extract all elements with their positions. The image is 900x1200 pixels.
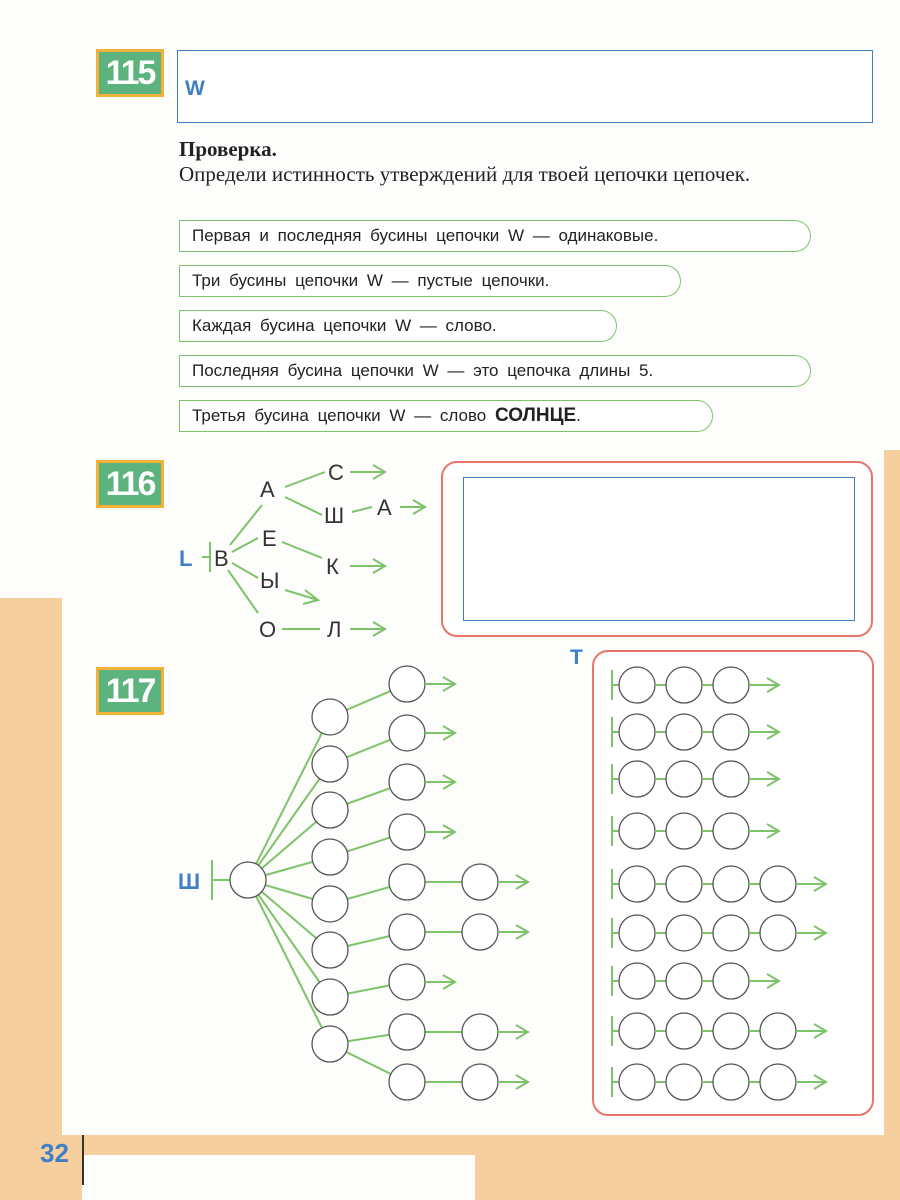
bead-circle[interactable]	[619, 714, 655, 750]
statement-4: Последняя бусина цепочки W — это цепочка длины 5.	[179, 355, 777, 387]
statement-1: Первая и последняя бусины цепочки W — одинаковые.	[179, 220, 777, 252]
bead-circle[interactable]	[666, 761, 702, 797]
arrow-icon	[749, 824, 779, 838]
letter-node: Л	[327, 617, 342, 642]
bead-circle[interactable]	[713, 714, 749, 750]
statement-2: Три бусины цепочки W — пустые цепочки.	[179, 265, 647, 297]
task-number-115: 115	[96, 49, 164, 97]
bead-circle[interactable]	[619, 761, 655, 797]
check-title: Проверка.	[179, 137, 277, 161]
arrow-icon	[796, 1024, 826, 1038]
letter-node: Е	[262, 526, 277, 551]
bead-circle[interactable]	[619, 963, 655, 999]
letter-node: С	[328, 460, 344, 485]
bead-circle[interactable]	[666, 813, 702, 849]
bead-circle[interactable]	[666, 714, 702, 750]
bead-circle[interactable]	[619, 667, 655, 703]
bead-circle[interactable]	[619, 1064, 655, 1100]
bead-circle[interactable]	[760, 915, 796, 951]
bead-circle[interactable]	[713, 761, 749, 797]
letter-node: В	[214, 546, 229, 571]
bead-circle[interactable]	[713, 866, 749, 902]
letter-node: А	[377, 495, 392, 520]
task-number-117: 117	[96, 667, 164, 715]
letter-node: К	[326, 554, 339, 579]
arrow-icon	[749, 974, 779, 988]
task-number-116: 116	[96, 460, 164, 508]
answer-label-t: T	[570, 646, 583, 669]
arrow-icon	[749, 725, 779, 739]
page-number: 32	[40, 1138, 69, 1168]
arrow-icon	[749, 678, 779, 692]
bead-circle[interactable]	[666, 915, 702, 951]
bead-circle[interactable]	[619, 915, 655, 951]
bead-circle[interactable]	[713, 915, 749, 951]
bead-circle[interactable]	[666, 1013, 702, 1049]
bead-circle[interactable]	[666, 963, 702, 999]
bead-circle[interactable]	[619, 866, 655, 902]
tree-label-l: L	[179, 546, 193, 571]
bead-circle[interactable]	[713, 667, 749, 703]
bead-circle[interactable]	[713, 813, 749, 849]
letter-node: А	[260, 477, 275, 502]
answer-label-w: W	[185, 77, 205, 100]
bead-circle[interactable]	[619, 813, 655, 849]
statement-5: Третья бусина цепочки W — слово СОЛНЦЕ.	[179, 400, 679, 432]
bead-circle[interactable]	[713, 963, 749, 999]
letter-node: Ш	[324, 503, 345, 528]
letter-node: Ы	[260, 568, 280, 593]
bead-circle[interactable]	[760, 1013, 796, 1049]
arrow-icon	[796, 1075, 826, 1089]
bead-circle[interactable]	[760, 1064, 796, 1100]
arrow-icon	[796, 926, 826, 940]
bead-circle[interactable]	[713, 1064, 749, 1100]
arrow-icon	[749, 772, 779, 786]
bead-circle[interactable]	[760, 866, 796, 902]
bead-circle[interactable]	[619, 1013, 655, 1049]
arrow-icon	[796, 877, 826, 891]
bead-circle[interactable]	[713, 1013, 749, 1049]
tree-label-sh: Ш	[178, 869, 201, 894]
letter-node: О	[259, 617, 277, 642]
bead-circle[interactable]	[666, 667, 702, 703]
statement-3: Каждая бусина цепочки W — слово.	[179, 310, 583, 342]
check-text: Определи истинность утверждений для твоей цепочки цепочек.	[179, 162, 751, 186]
bead-circle[interactable]	[666, 866, 702, 902]
bead-circle[interactable]	[666, 1064, 702, 1100]
